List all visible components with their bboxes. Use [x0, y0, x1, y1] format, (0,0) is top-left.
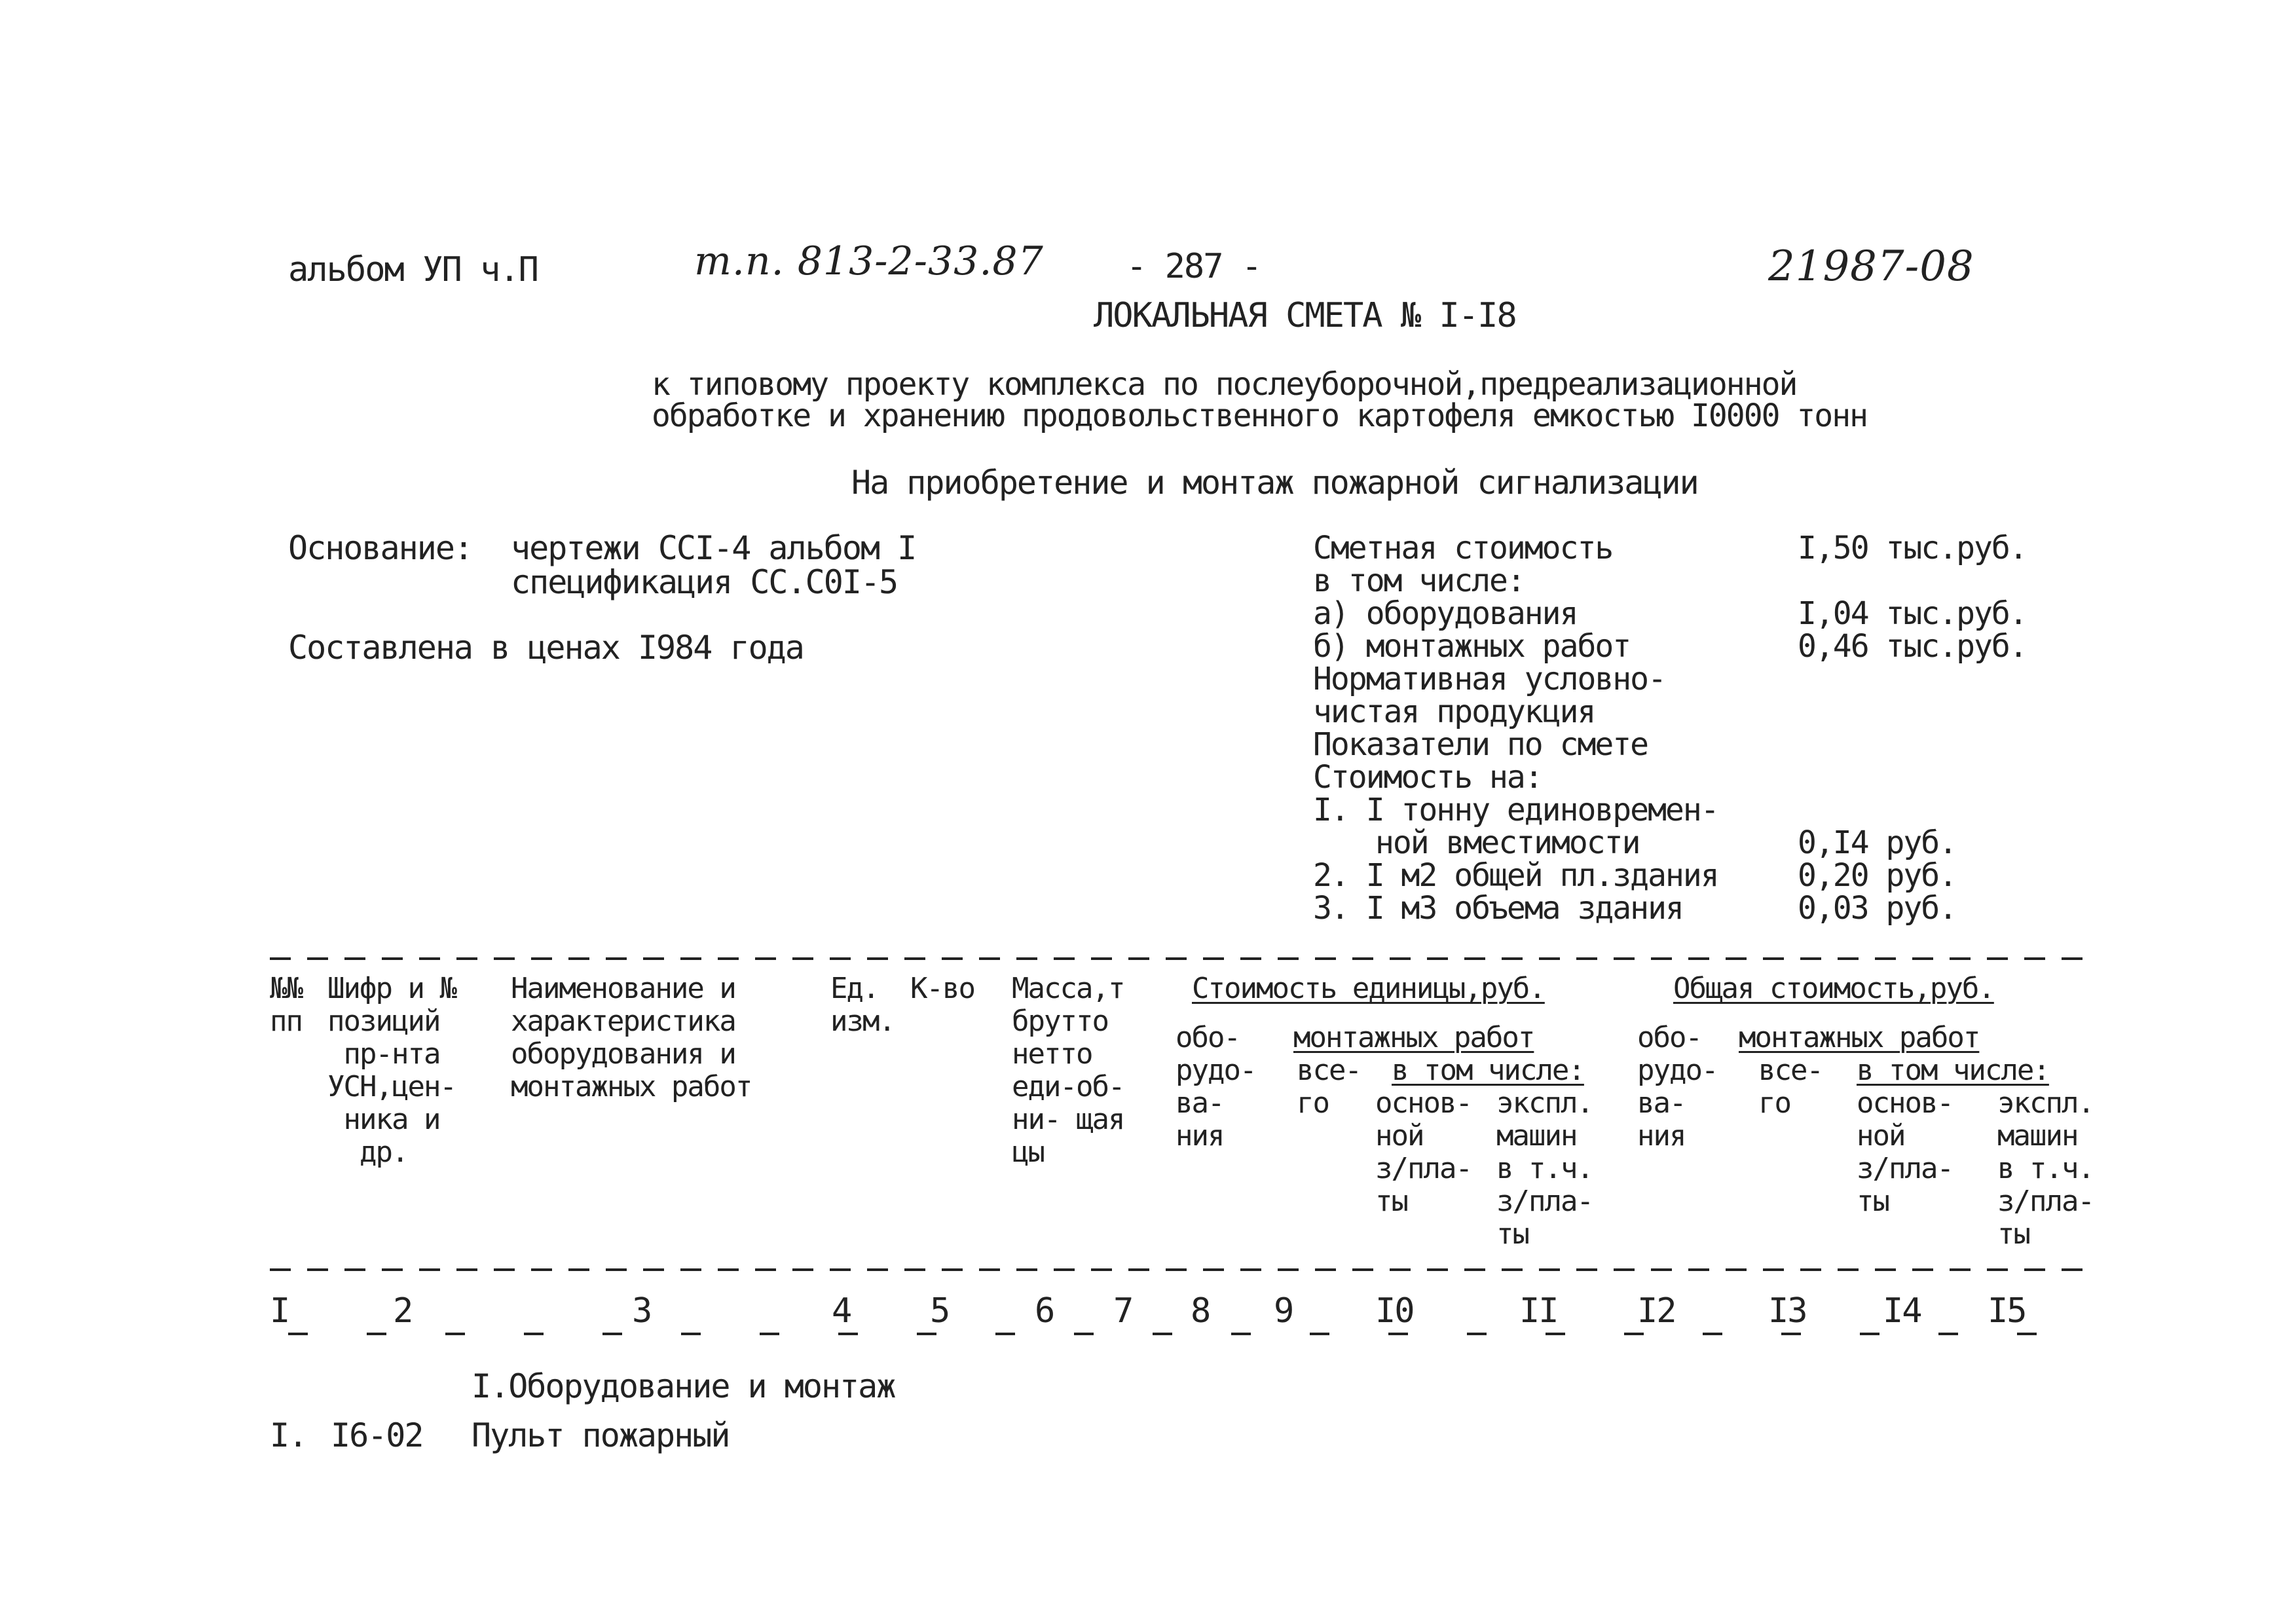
rule-dash: [494, 1268, 515, 1271]
col-header-mount-works-total: монтажных работ: [1739, 1021, 1980, 1054]
rule-dash: [755, 957, 776, 960]
equipment-cost-value: I,04 тыс.руб.: [1798, 595, 2027, 632]
rule-dash: [1624, 1333, 1644, 1335]
rule-dash: [1912, 957, 1933, 960]
column-number-2: 2: [393, 1291, 413, 1331]
column-number-13: I3: [1768, 1291, 1807, 1331]
col-header-total-unit: все- го: [1297, 1054, 1361, 1120]
including-label: в том числе:: [1313, 563, 1525, 599]
rule-dash: [904, 1268, 925, 1271]
rule-dash: [1467, 1333, 1487, 1335]
rule-dash: [995, 1333, 1015, 1335]
rule-dash: [718, 957, 739, 960]
rule-dash: [1688, 1268, 1709, 1271]
rule-dash: [1427, 1268, 1448, 1271]
page-number: - 287 -: [1126, 247, 1261, 286]
col-header-machine-total: экспл. машин в т.ч. з/пла- ты: [1997, 1086, 2094, 1251]
rule-dash: [1054, 1268, 1075, 1271]
rule-dash: [1054, 957, 1075, 960]
col-header-machine-unit: экспл. машин в т.ч. з/пла- ты: [1496, 1086, 1593, 1251]
rule-dash: [1875, 1268, 1896, 1271]
rule-dash: [1203, 957, 1224, 960]
rule-dash: [1166, 957, 1187, 960]
col-header-including-total: в том числе:: [1857, 1054, 2049, 1087]
rule-dash: [1688, 957, 1709, 960]
indicator-2-value: 0,20 руб.: [1798, 857, 1957, 894]
rule-dash: [2024, 957, 2045, 960]
column-number-10: I0: [1375, 1291, 1414, 1331]
rule-dash: [830, 1268, 851, 1271]
rule-dash: [1950, 957, 1971, 960]
rule-dash: [1390, 957, 1411, 960]
indicator-3-value: 0,03 руб.: [1798, 890, 1957, 927]
total-cost-label: Сметная стоимость: [1313, 530, 1613, 566]
rule-dash: [792, 957, 813, 960]
rule-dash: [830, 957, 851, 960]
rule-dash: [1315, 1268, 1336, 1271]
col-header-name: Наименование и характеристика оборудования и монтажных работ: [511, 972, 752, 1103]
rule-dash: [288, 1333, 308, 1335]
rule-dash: [1203, 1268, 1224, 1271]
rule-dash: [1128, 1268, 1149, 1271]
rule-dash: [1950, 1268, 1971, 1271]
rule-dash: [1464, 1268, 1485, 1271]
rule-dash: [681, 1333, 701, 1335]
rule-dash: [1651, 957, 1672, 960]
col-header-equipment-unit: обо- рудо- ва- ния: [1176, 1021, 1256, 1153]
rule-dash: [494, 957, 515, 960]
rule-dash: [917, 1333, 936, 1335]
rule-dash: [718, 1268, 739, 1271]
rule-dash: [1539, 957, 1560, 960]
rule-dash: [1800, 1268, 1821, 1271]
document-number: 21987-08: [1768, 242, 1974, 291]
rule-dash: [1128, 957, 1149, 960]
col-header-code: Шифр и № позиций пр-нта УСН,цен- ника и др.: [327, 972, 456, 1169]
rule-dash: [1938, 1333, 1958, 1335]
rule-dash: [1576, 957, 1597, 960]
rule-dash: [792, 1268, 813, 1271]
rule-dash: [1153, 1333, 1172, 1335]
rule-dash: [456, 957, 477, 960]
rule-dash: [2024, 1268, 2045, 1271]
indicator-2-label: 2. I м2 общей пл.здания: [1313, 857, 1718, 894]
price-year: Составлена в ценах I984 года: [288, 629, 804, 667]
section-title: I.Оборудование и монтаж: [472, 1367, 895, 1405]
rule-dash: [680, 1268, 701, 1271]
rule-dash: [1987, 957, 2008, 960]
indicator-1-line-1: I. I тонну единовремен-: [1313, 792, 1718, 828]
total-cost-value: I,50 тыс.руб.: [1798, 530, 2027, 566]
rule-dash: [643, 1268, 664, 1271]
col-header-equipment-total: обо- рудо- ва- ния: [1637, 1021, 1718, 1153]
cost-on-label: Стоимость на:: [1313, 759, 1542, 796]
col-group-total-cost: Общая стоимость,руб.: [1673, 972, 1994, 1005]
rule-dash: [1576, 1268, 1597, 1271]
rule-dash: [867, 1268, 888, 1271]
column-number-3: 3: [632, 1291, 652, 1331]
col-header-including-unit: в том числе:: [1392, 1054, 1584, 1087]
document-title: ЛОКАЛЬНАЯ СМЕТА № I-I8: [1094, 296, 1516, 335]
rule-dash: [838, 1333, 858, 1335]
rule-dash: [755, 1268, 776, 1271]
equipment-cost-label: а) оборудования: [1313, 595, 1578, 632]
rule-dash: [1875, 957, 1896, 960]
rule-dash: [904, 957, 925, 960]
rule-dash: [1390, 1268, 1411, 1271]
rule-dash: [1427, 957, 1448, 960]
rule-dash: [760, 1333, 779, 1335]
rule-dash: [1838, 1268, 1859, 1271]
column-number-14: I4: [1883, 1291, 1921, 1331]
rule-dash: [1651, 1268, 1672, 1271]
rule-dash: [942, 957, 963, 960]
rule-dash: [1726, 1268, 1747, 1271]
rule-dash: [1091, 1268, 1112, 1271]
col-header-base-wage-unit: основ- ной з/пла- ты: [1375, 1086, 1472, 1218]
rule-dash: [1614, 1268, 1635, 1271]
rule-dash: [1278, 1268, 1299, 1271]
column-number-9: 9: [1274, 1291, 1293, 1331]
album-label: альбом УП ч.П: [288, 250, 538, 289]
column-number-5: 5: [930, 1291, 950, 1331]
col-header-base-wage-total: основ- ной з/пла- ты: [1857, 1086, 1953, 1218]
rule-dash: [1546, 1333, 1565, 1335]
indicator-1-value: 0,I4 руб.: [1798, 824, 1957, 861]
col-header-mount-works-unit: монтажных работ: [1293, 1021, 1534, 1054]
rule-dash: [1987, 1268, 2008, 1271]
rule-dash: [307, 1268, 328, 1271]
rule-dash: [979, 1268, 1000, 1271]
col-header-number: №№ пп: [270, 972, 302, 1038]
rule-dash: [1091, 957, 1112, 960]
indicator-3-label: 3. I м3 объема здания: [1313, 890, 1683, 927]
rule-dash: [531, 1268, 552, 1271]
rule-dash: [270, 957, 291, 960]
rule-dash: [1310, 1333, 1329, 1335]
rule-dash: [1703, 1333, 1722, 1335]
rule-dash: [1240, 957, 1261, 960]
column-number-1: I: [270, 1291, 289, 1331]
rule-dash: [1464, 957, 1485, 960]
indicator-1-line-2: ной вместимости: [1375, 824, 1640, 861]
rule-dash: [606, 1268, 627, 1271]
rule-dash: [382, 1268, 403, 1271]
rule-dash: [1614, 957, 1635, 960]
rule-dash: [531, 957, 552, 960]
estimate-purpose: На приобретение и монтаж пожарной сигнализации: [851, 464, 1698, 502]
rule-dash: [1388, 1333, 1408, 1335]
rule-dash: [1352, 957, 1373, 960]
project-code: т.п. 813-2-33.87: [694, 238, 1044, 284]
rule-dash: [367, 1333, 386, 1335]
row-code: I6-02: [331, 1416, 423, 1454]
rule-dash: [942, 1268, 963, 1271]
mounting-cost-label: б) монтажных работ: [1313, 628, 1631, 665]
rule-dash: [1860, 1333, 1879, 1335]
rule-dash: [867, 957, 888, 960]
rule-dash: [2017, 1333, 2037, 1335]
col-header-quantity: К-во: [910, 972, 974, 1005]
rule-dash: [1240, 1268, 1261, 1271]
rule-dash: [1726, 957, 1747, 960]
rule-dash: [680, 957, 701, 960]
rule-dash: [456, 1268, 477, 1271]
rule-dash: [979, 957, 1000, 960]
basis-drawings: чертежи ССI-4 альбом I: [511, 529, 916, 567]
basis-specification: спецификация СС.С0I-5: [511, 563, 898, 601]
rule-dash: [2062, 1268, 2083, 1271]
rule-dash: [1912, 1268, 1933, 1271]
rule-dash: [1166, 1268, 1187, 1271]
rule-dash: [568, 1268, 589, 1271]
rule-dash: [1763, 1268, 1784, 1271]
column-number-4: 4: [832, 1291, 851, 1331]
rule-dash: [419, 957, 440, 960]
column-number-15: I5: [1988, 1291, 2026, 1331]
basis-label: Основание:: [288, 529, 473, 567]
rule-dash: [419, 1268, 440, 1271]
rule-dash: [1838, 957, 1859, 960]
rule-dash: [1231, 1333, 1251, 1335]
rule-dash: [270, 1268, 291, 1271]
rule-dash: [344, 957, 365, 960]
rule-dash: [602, 1333, 622, 1335]
rule-dash: [606, 957, 627, 960]
column-number-7: 7: [1113, 1291, 1133, 1331]
column-number-8: 8: [1191, 1291, 1210, 1331]
normative-label-2: чистая продукция: [1313, 693, 1595, 730]
rule-dash: [1781, 1333, 1801, 1335]
rule-dash: [1016, 1268, 1037, 1271]
rule-dash: [524, 1333, 544, 1335]
rule-dash: [1352, 1268, 1373, 1271]
rule-dash: [307, 957, 328, 960]
rule-dash: [382, 957, 403, 960]
rule-dash: [1074, 1333, 1094, 1335]
column-number-12: I2: [1637, 1291, 1676, 1331]
col-header-mass: Масса,т брутто нетто еди-об- ни- щая цы: [1012, 972, 1124, 1169]
normative-label-1: Нормативная условно-: [1313, 661, 1665, 697]
rule-dash: [1315, 957, 1336, 960]
column-number-6: 6: [1035, 1291, 1054, 1331]
subtitle-line-1: к типовому проекту комплекса по послеуборочной,предреализационной: [652, 366, 1797, 403]
rule-dash: [643, 957, 664, 960]
rule-dash: [344, 1268, 365, 1271]
col-header-total-total: все- го: [1758, 1054, 1823, 1120]
rule-dash: [2062, 957, 2083, 960]
rule-dash: [1278, 957, 1299, 960]
column-number-11: II: [1519, 1291, 1558, 1331]
col-header-unit: Ед. изм.: [830, 972, 895, 1038]
rule-dash: [1502, 1268, 1523, 1271]
mounting-cost-value: 0,46 тыс.руб.: [1798, 628, 2027, 665]
indicators-label: Показатели по смете: [1313, 726, 1648, 763]
col-group-unit-cost: Стоимость единицы,руб.: [1192, 972, 1545, 1005]
rule-dash: [1502, 957, 1523, 960]
rule-dash: [1539, 1268, 1560, 1271]
rule-dash: [1016, 957, 1037, 960]
rule-dash: [1800, 957, 1821, 960]
rule-dash: [568, 957, 589, 960]
subtitle-line-2: обработке и хранению продовольственного картофеля емкостью I0000 тонн: [652, 397, 1867, 434]
rule-dash: [1763, 957, 1784, 960]
row-name: Пульт пожарный: [472, 1416, 730, 1454]
row-number: I.: [270, 1416, 307, 1454]
rule-dash: [445, 1333, 465, 1335]
